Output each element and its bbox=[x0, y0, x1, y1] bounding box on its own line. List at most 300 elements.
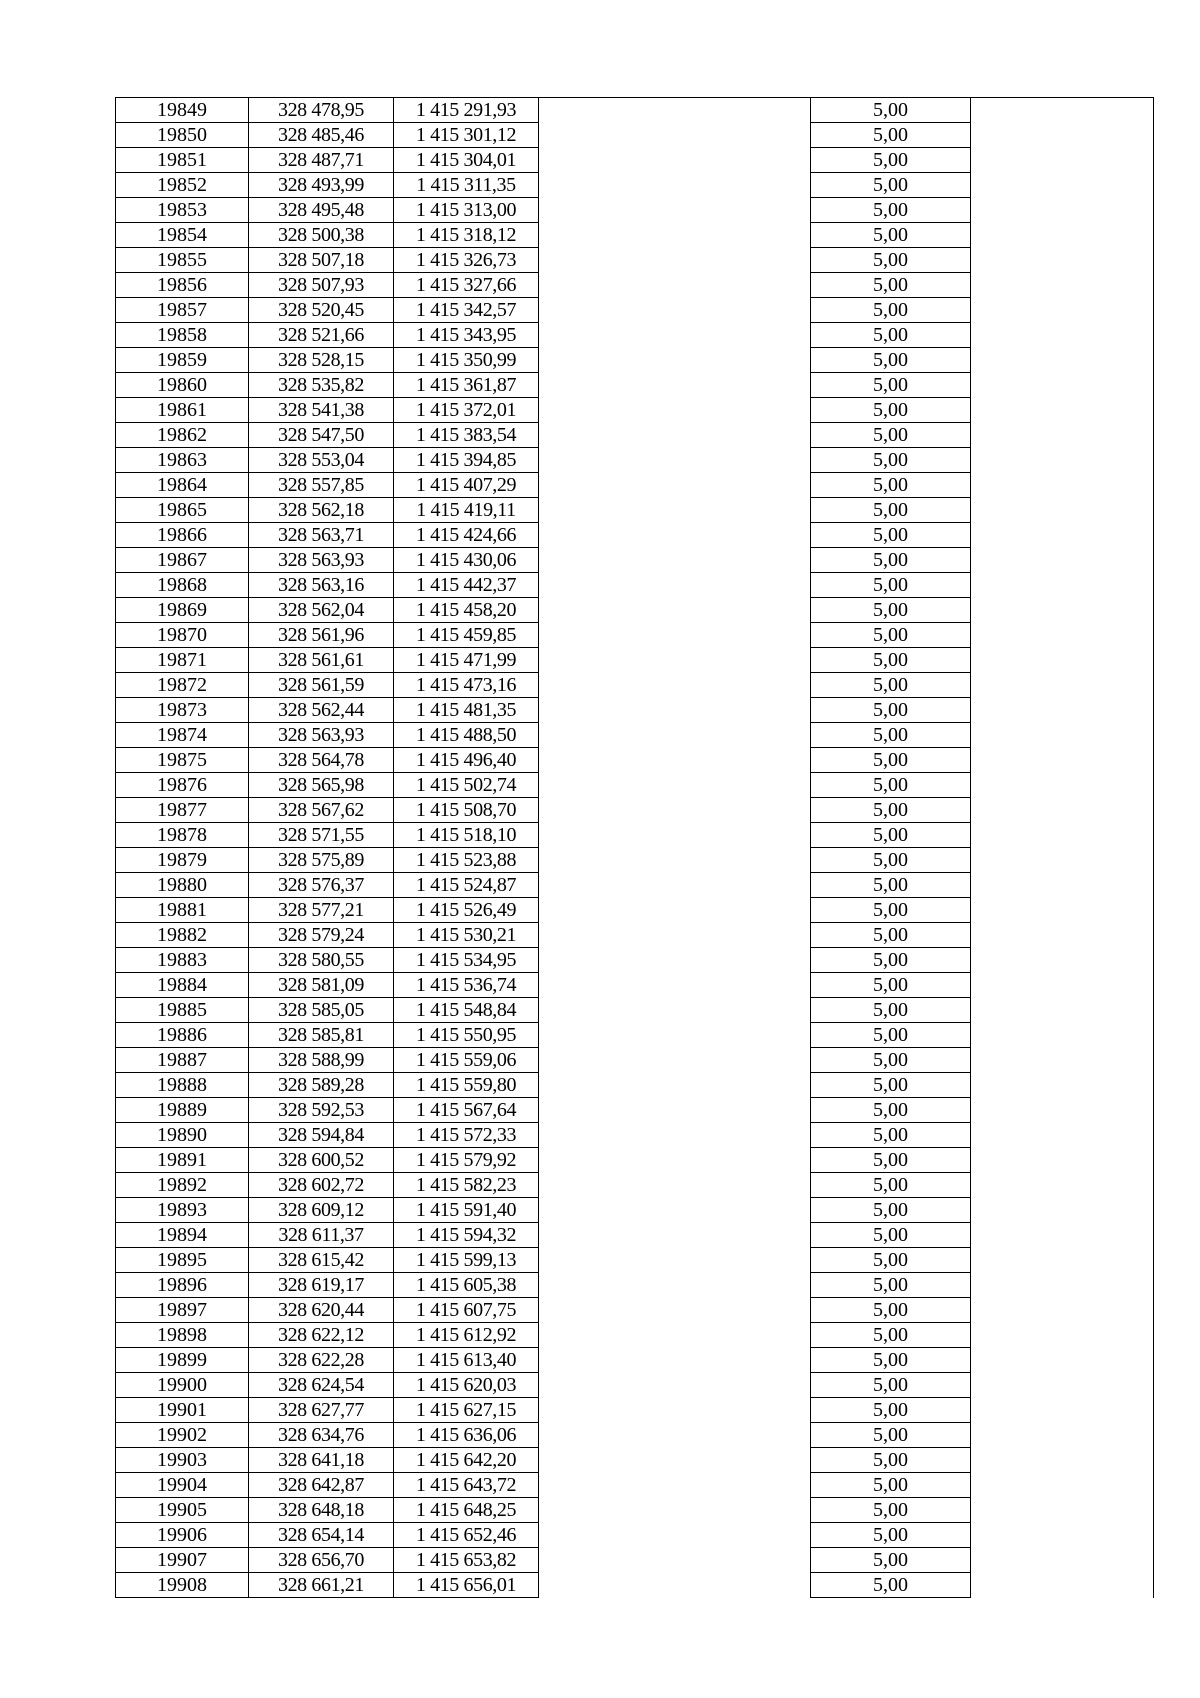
y-coordinate-cell: 1 415 536,74 bbox=[394, 973, 539, 998]
point-number-cell: 19885 bbox=[116, 998, 249, 1023]
table-row bbox=[116, 823, 1154, 848]
empty-cell bbox=[539, 1348, 811, 1373]
empty-cell bbox=[539, 998, 811, 1023]
x-coordinate-cell: 328 562,44 bbox=[249, 698, 394, 723]
point-number-cell: 19875 bbox=[116, 748, 249, 773]
y-coordinate-cell: 1 415 350,99 bbox=[394, 348, 539, 373]
coordinates-table bbox=[115, 97, 1154, 1598]
point-number-cell: 19892 bbox=[116, 1173, 249, 1198]
empty-cell bbox=[539, 1448, 811, 1473]
x-coordinate-cell: 328 581,09 bbox=[249, 973, 394, 998]
empty-cell bbox=[539, 1148, 811, 1173]
value-cell: 5,00 bbox=[811, 1473, 971, 1498]
point-number-cell: 19901 bbox=[116, 1398, 249, 1423]
y-coordinate-cell: 1 415 304,01 bbox=[394, 148, 539, 173]
empty-cell bbox=[971, 673, 1154, 698]
point-number-cell: 19870 bbox=[116, 623, 249, 648]
empty-cell bbox=[971, 98, 1154, 123]
table-row bbox=[116, 798, 1154, 823]
empty-cell bbox=[971, 198, 1154, 223]
table-row bbox=[116, 1248, 1154, 1273]
point-number-cell: 19855 bbox=[116, 248, 249, 273]
x-coordinate-cell: 328 588,99 bbox=[249, 1048, 394, 1073]
table-row bbox=[116, 173, 1154, 198]
y-coordinate-cell: 1 415 424,66 bbox=[394, 523, 539, 548]
value-cell: 5,00 bbox=[811, 248, 971, 273]
point-number-cell: 19853 bbox=[116, 198, 249, 223]
value-cell: 5,00 bbox=[811, 148, 971, 173]
value-cell: 5,00 bbox=[811, 798, 971, 823]
value-cell: 5,00 bbox=[811, 1498, 971, 1523]
point-number-cell: 19886 bbox=[116, 1023, 249, 1048]
value-cell: 5,00 bbox=[811, 998, 971, 1023]
value-cell: 5,00 bbox=[811, 123, 971, 148]
x-coordinate-cell: 328 478,95 bbox=[249, 98, 394, 123]
x-coordinate-cell: 328 600,52 bbox=[249, 1148, 394, 1173]
value-cell: 5,00 bbox=[811, 1123, 971, 1148]
table-row bbox=[116, 1373, 1154, 1398]
table-row bbox=[116, 423, 1154, 448]
empty-cell bbox=[539, 1323, 811, 1348]
empty-cell bbox=[971, 1148, 1154, 1173]
y-coordinate-cell: 1 415 594,32 bbox=[394, 1223, 539, 1248]
y-coordinate-cell: 1 415 656,01 bbox=[394, 1573, 539, 1598]
y-coordinate-cell: 1 415 605,38 bbox=[394, 1273, 539, 1298]
value-cell: 5,00 bbox=[811, 573, 971, 598]
y-coordinate-cell: 1 415 612,92 bbox=[394, 1323, 539, 1348]
point-number-cell: 19899 bbox=[116, 1348, 249, 1373]
point-number-cell: 19894 bbox=[116, 1223, 249, 1248]
table-row bbox=[116, 473, 1154, 498]
y-coordinate-cell: 1 415 567,64 bbox=[394, 1098, 539, 1123]
empty-cell bbox=[971, 1373, 1154, 1398]
table-body bbox=[116, 98, 1154, 1598]
point-number-cell: 19906 bbox=[116, 1523, 249, 1548]
table-row bbox=[116, 1448, 1154, 1473]
x-coordinate-cell: 328 620,44 bbox=[249, 1298, 394, 1323]
empty-cell bbox=[971, 1523, 1154, 1548]
value-cell: 5,00 bbox=[811, 323, 971, 348]
empty-cell bbox=[971, 1248, 1154, 1273]
table-row bbox=[116, 1073, 1154, 1098]
x-coordinate-cell: 328 564,78 bbox=[249, 748, 394, 773]
y-coordinate-cell: 1 415 548,84 bbox=[394, 998, 539, 1023]
empty-cell bbox=[971, 423, 1154, 448]
y-coordinate-cell: 1 415 318,12 bbox=[394, 223, 539, 248]
empty-cell bbox=[971, 773, 1154, 798]
point-number-cell: 19879 bbox=[116, 848, 249, 873]
x-coordinate-cell: 328 579,24 bbox=[249, 923, 394, 948]
value-cell: 5,00 bbox=[811, 1523, 971, 1548]
empty-cell bbox=[971, 898, 1154, 923]
empty-cell bbox=[539, 173, 811, 198]
x-coordinate-cell: 328 565,98 bbox=[249, 773, 394, 798]
value-cell: 5,00 bbox=[811, 623, 971, 648]
empty-cell bbox=[971, 223, 1154, 248]
y-coordinate-cell: 1 415 524,87 bbox=[394, 873, 539, 898]
value-cell: 5,00 bbox=[811, 198, 971, 223]
table-row bbox=[116, 348, 1154, 373]
value-cell: 5,00 bbox=[811, 423, 971, 448]
table-row bbox=[116, 1298, 1154, 1323]
x-coordinate-cell: 328 487,71 bbox=[249, 148, 394, 173]
value-cell: 5,00 bbox=[811, 223, 971, 248]
x-coordinate-cell: 328 615,42 bbox=[249, 1248, 394, 1273]
value-cell: 5,00 bbox=[811, 898, 971, 923]
point-number-cell: 19903 bbox=[116, 1448, 249, 1473]
x-coordinate-cell: 328 561,96 bbox=[249, 623, 394, 648]
table-row bbox=[116, 1148, 1154, 1173]
x-coordinate-cell: 328 563,93 bbox=[249, 723, 394, 748]
table-row bbox=[116, 1548, 1154, 1573]
y-coordinate-cell: 1 415 326,73 bbox=[394, 248, 539, 273]
table-row bbox=[116, 1198, 1154, 1223]
y-coordinate-cell: 1 415 419,11 bbox=[394, 498, 539, 523]
y-coordinate-cell: 1 415 627,15 bbox=[394, 1398, 539, 1423]
y-coordinate-cell: 1 415 652,46 bbox=[394, 1523, 539, 1548]
x-coordinate-cell: 328 648,18 bbox=[249, 1498, 394, 1523]
x-coordinate-cell: 328 541,38 bbox=[249, 398, 394, 423]
x-coordinate-cell: 328 500,38 bbox=[249, 223, 394, 248]
value-cell: 5,00 bbox=[811, 1298, 971, 1323]
table-row bbox=[116, 398, 1154, 423]
value-cell: 5,00 bbox=[811, 1273, 971, 1298]
empty-cell bbox=[971, 498, 1154, 523]
value-cell: 5,00 bbox=[811, 973, 971, 998]
table-row bbox=[116, 1098, 1154, 1123]
x-coordinate-cell: 328 585,05 bbox=[249, 998, 394, 1023]
empty-cell bbox=[539, 523, 811, 548]
empty-cell bbox=[971, 998, 1154, 1023]
point-number-cell: 19878 bbox=[116, 823, 249, 848]
y-coordinate-cell: 1 415 327,66 bbox=[394, 273, 539, 298]
value-cell: 5,00 bbox=[811, 523, 971, 548]
empty-cell bbox=[539, 1573, 811, 1598]
y-coordinate-cell: 1 415 459,85 bbox=[394, 623, 539, 648]
empty-cell bbox=[971, 448, 1154, 473]
value-cell: 5,00 bbox=[811, 1548, 971, 1573]
empty-cell bbox=[971, 473, 1154, 498]
x-coordinate-cell: 328 563,71 bbox=[249, 523, 394, 548]
table-row bbox=[116, 523, 1154, 548]
empty-cell bbox=[971, 273, 1154, 298]
point-number-cell: 19849 bbox=[116, 98, 249, 123]
point-number-cell: 19905 bbox=[116, 1498, 249, 1523]
point-number-cell: 19898 bbox=[116, 1323, 249, 1348]
value-cell: 5,00 bbox=[811, 1373, 971, 1398]
value-cell: 5,00 bbox=[811, 298, 971, 323]
x-coordinate-cell: 328 575,89 bbox=[249, 848, 394, 873]
y-coordinate-cell: 1 415 430,06 bbox=[394, 548, 539, 573]
y-coordinate-cell: 1 415 372,01 bbox=[394, 398, 539, 423]
empty-cell bbox=[971, 948, 1154, 973]
value-cell: 5,00 bbox=[811, 673, 971, 698]
table-row bbox=[116, 723, 1154, 748]
y-coordinate-cell: 1 415 559,06 bbox=[394, 1048, 539, 1073]
value-cell: 5,00 bbox=[811, 448, 971, 473]
table-row bbox=[116, 573, 1154, 598]
table-row bbox=[116, 698, 1154, 723]
empty-cell bbox=[539, 1223, 811, 1248]
value-cell: 5,00 bbox=[811, 773, 971, 798]
x-coordinate-cell: 328 576,37 bbox=[249, 873, 394, 898]
table-row bbox=[116, 848, 1154, 873]
table-row bbox=[116, 1573, 1154, 1598]
table-row bbox=[116, 323, 1154, 348]
y-coordinate-cell: 1 415 636,06 bbox=[394, 1423, 539, 1448]
y-coordinate-cell: 1 415 383,54 bbox=[394, 423, 539, 448]
point-number-cell: 19893 bbox=[116, 1198, 249, 1223]
empty-cell bbox=[971, 1223, 1154, 1248]
table-row bbox=[116, 1398, 1154, 1423]
empty-cell bbox=[539, 248, 811, 273]
value-cell: 5,00 bbox=[811, 473, 971, 498]
point-number-cell: 19865 bbox=[116, 498, 249, 523]
x-coordinate-cell: 328 627,77 bbox=[249, 1398, 394, 1423]
table-row bbox=[116, 198, 1154, 223]
x-coordinate-cell: 328 485,46 bbox=[249, 123, 394, 148]
empty-cell bbox=[539, 198, 811, 223]
point-number-cell: 19868 bbox=[116, 573, 249, 598]
empty-cell bbox=[539, 1048, 811, 1073]
x-coordinate-cell: 328 547,50 bbox=[249, 423, 394, 448]
table-row bbox=[116, 1048, 1154, 1073]
point-number-cell: 19863 bbox=[116, 448, 249, 473]
table-row bbox=[116, 1023, 1154, 1048]
empty-cell bbox=[971, 873, 1154, 898]
table-row bbox=[116, 948, 1154, 973]
empty-cell bbox=[539, 1523, 811, 1548]
empty-cell bbox=[971, 398, 1154, 423]
table-row bbox=[116, 898, 1154, 923]
empty-cell bbox=[971, 1098, 1154, 1123]
empty-cell bbox=[539, 1373, 811, 1398]
value-cell: 5,00 bbox=[811, 748, 971, 773]
table-row bbox=[116, 623, 1154, 648]
value-cell: 5,00 bbox=[811, 848, 971, 873]
y-coordinate-cell: 1 415 313,00 bbox=[394, 198, 539, 223]
x-coordinate-cell: 328 656,70 bbox=[249, 1548, 394, 1573]
point-number-cell: 19859 bbox=[116, 348, 249, 373]
empty-cell bbox=[539, 1198, 811, 1223]
y-coordinate-cell: 1 415 643,72 bbox=[394, 1473, 539, 1498]
table-row bbox=[116, 123, 1154, 148]
empty-cell bbox=[539, 548, 811, 573]
x-coordinate-cell: 328 507,93 bbox=[249, 273, 394, 298]
table-row bbox=[116, 1273, 1154, 1298]
y-coordinate-cell: 1 415 599,13 bbox=[394, 1248, 539, 1273]
point-number-cell: 19866 bbox=[116, 523, 249, 548]
empty-cell bbox=[539, 623, 811, 648]
empty-cell bbox=[971, 623, 1154, 648]
empty-cell bbox=[971, 1548, 1154, 1573]
y-coordinate-cell: 1 415 582,23 bbox=[394, 1173, 539, 1198]
value-cell: 5,00 bbox=[811, 1173, 971, 1198]
table-row bbox=[116, 923, 1154, 948]
point-number-cell: 19871 bbox=[116, 648, 249, 673]
table-row bbox=[116, 1173, 1154, 1198]
empty-cell bbox=[539, 1248, 811, 1273]
point-number-cell: 19896 bbox=[116, 1273, 249, 1298]
value-cell: 5,00 bbox=[811, 548, 971, 573]
x-coordinate-cell: 328 622,28 bbox=[249, 1348, 394, 1373]
empty-cell bbox=[539, 798, 811, 823]
empty-cell bbox=[971, 1423, 1154, 1448]
x-coordinate-cell: 328 624,54 bbox=[249, 1373, 394, 1398]
table-row bbox=[116, 448, 1154, 473]
empty-cell bbox=[539, 1473, 811, 1498]
y-coordinate-cell: 1 415 488,50 bbox=[394, 723, 539, 748]
point-number-cell: 19867 bbox=[116, 548, 249, 573]
point-number-cell: 19907 bbox=[116, 1548, 249, 1573]
value-cell: 5,00 bbox=[811, 1348, 971, 1373]
point-number-cell: 19862 bbox=[116, 423, 249, 448]
table-row bbox=[116, 148, 1154, 173]
value-cell: 5,00 bbox=[811, 648, 971, 673]
y-coordinate-cell: 1 415 291,93 bbox=[394, 98, 539, 123]
empty-cell bbox=[971, 323, 1154, 348]
empty-cell bbox=[971, 698, 1154, 723]
value-cell: 5,00 bbox=[811, 1423, 971, 1448]
value-cell: 5,00 bbox=[811, 498, 971, 523]
table-row bbox=[116, 98, 1154, 123]
y-coordinate-cell: 1 415 648,25 bbox=[394, 1498, 539, 1523]
value-cell: 5,00 bbox=[811, 1073, 971, 1098]
y-coordinate-cell: 1 415 523,88 bbox=[394, 848, 539, 873]
x-coordinate-cell: 328 567,62 bbox=[249, 798, 394, 823]
table-row bbox=[116, 1123, 1154, 1148]
empty-cell bbox=[539, 1123, 811, 1148]
table-row bbox=[116, 1223, 1154, 1248]
y-coordinate-cell: 1 415 442,37 bbox=[394, 573, 539, 598]
empty-cell bbox=[539, 323, 811, 348]
x-coordinate-cell: 328 562,04 bbox=[249, 598, 394, 623]
table-row bbox=[116, 548, 1154, 573]
x-coordinate-cell: 328 557,85 bbox=[249, 473, 394, 498]
value-cell: 5,00 bbox=[811, 398, 971, 423]
empty-cell bbox=[971, 923, 1154, 948]
table-row bbox=[116, 1348, 1154, 1373]
empty-cell bbox=[971, 1498, 1154, 1523]
value-cell: 5,00 bbox=[811, 823, 971, 848]
value-cell: 5,00 bbox=[811, 1248, 971, 1273]
empty-cell bbox=[539, 1073, 811, 1098]
empty-cell bbox=[539, 423, 811, 448]
x-coordinate-cell: 328 585,81 bbox=[249, 1023, 394, 1048]
table-row bbox=[116, 598, 1154, 623]
empty-cell bbox=[971, 548, 1154, 573]
x-coordinate-cell: 328 609,12 bbox=[249, 1198, 394, 1223]
y-coordinate-cell: 1 415 342,57 bbox=[394, 298, 539, 323]
point-number-cell: 19908 bbox=[116, 1573, 249, 1598]
x-coordinate-cell: 328 611,37 bbox=[249, 1223, 394, 1248]
empty-cell bbox=[971, 248, 1154, 273]
value-cell: 5,00 bbox=[811, 1098, 971, 1123]
empty-cell bbox=[971, 1298, 1154, 1323]
empty-cell bbox=[971, 1198, 1154, 1223]
x-coordinate-cell: 328 507,18 bbox=[249, 248, 394, 273]
y-coordinate-cell: 1 415 407,29 bbox=[394, 473, 539, 498]
point-number-cell: 19851 bbox=[116, 148, 249, 173]
point-number-cell: 19877 bbox=[116, 798, 249, 823]
empty-cell bbox=[971, 973, 1154, 998]
point-number-cell: 19882 bbox=[116, 923, 249, 948]
table-row bbox=[116, 298, 1154, 323]
empty-cell bbox=[971, 148, 1154, 173]
empty-cell bbox=[971, 373, 1154, 398]
y-coordinate-cell: 1 415 502,74 bbox=[394, 773, 539, 798]
point-number-cell: 19858 bbox=[116, 323, 249, 348]
y-coordinate-cell: 1 415 607,75 bbox=[394, 1298, 539, 1323]
empty-cell bbox=[971, 573, 1154, 598]
point-number-cell: 19880 bbox=[116, 873, 249, 898]
empty-cell bbox=[971, 823, 1154, 848]
y-coordinate-cell: 1 415 620,03 bbox=[394, 1373, 539, 1398]
y-coordinate-cell: 1 415 579,92 bbox=[394, 1148, 539, 1173]
empty-cell bbox=[539, 598, 811, 623]
value-cell: 5,00 bbox=[811, 723, 971, 748]
x-coordinate-cell: 328 661,21 bbox=[249, 1573, 394, 1598]
table-row bbox=[116, 1323, 1154, 1348]
y-coordinate-cell: 1 415 526,49 bbox=[394, 898, 539, 923]
y-coordinate-cell: 1 415 518,10 bbox=[394, 823, 539, 848]
y-coordinate-cell: 1 415 481,35 bbox=[394, 698, 539, 723]
empty-cell bbox=[971, 1123, 1154, 1148]
point-number-cell: 19856 bbox=[116, 273, 249, 298]
y-coordinate-cell: 1 415 361,87 bbox=[394, 373, 539, 398]
empty-cell bbox=[539, 823, 811, 848]
x-coordinate-cell: 328 553,04 bbox=[249, 448, 394, 473]
x-coordinate-cell: 328 561,59 bbox=[249, 673, 394, 698]
point-number-cell: 19884 bbox=[116, 973, 249, 998]
empty-cell bbox=[539, 1023, 811, 1048]
point-number-cell: 19854 bbox=[116, 223, 249, 248]
x-coordinate-cell: 328 563,16 bbox=[249, 573, 394, 598]
empty-cell bbox=[971, 648, 1154, 673]
value-cell: 5,00 bbox=[811, 1323, 971, 1348]
point-number-cell: 19889 bbox=[116, 1098, 249, 1123]
point-number-cell: 19902 bbox=[116, 1423, 249, 1448]
x-coordinate-cell: 328 495,48 bbox=[249, 198, 394, 223]
empty-cell bbox=[539, 1173, 811, 1198]
y-coordinate-cell: 1 415 496,40 bbox=[394, 748, 539, 773]
table-row bbox=[116, 373, 1154, 398]
empty-cell bbox=[539, 1498, 811, 1523]
table-row bbox=[116, 1523, 1154, 1548]
y-coordinate-cell: 1 415 642,20 bbox=[394, 1448, 539, 1473]
empty-cell bbox=[971, 1398, 1154, 1423]
table-row bbox=[116, 1498, 1154, 1523]
empty-cell bbox=[971, 123, 1154, 148]
table-row bbox=[116, 748, 1154, 773]
y-coordinate-cell: 1 415 613,40 bbox=[394, 1348, 539, 1373]
point-number-cell: 19887 bbox=[116, 1048, 249, 1073]
empty-cell bbox=[971, 848, 1154, 873]
x-coordinate-cell: 328 642,87 bbox=[249, 1473, 394, 1498]
empty-cell bbox=[971, 1073, 1154, 1098]
empty-cell bbox=[539, 348, 811, 373]
point-number-cell: 19874 bbox=[116, 723, 249, 748]
empty-cell bbox=[971, 1573, 1154, 1598]
empty-cell bbox=[539, 1423, 811, 1448]
x-coordinate-cell: 328 619,17 bbox=[249, 1273, 394, 1298]
x-coordinate-cell: 328 592,53 bbox=[249, 1098, 394, 1123]
value-cell: 5,00 bbox=[811, 923, 971, 948]
table-row bbox=[116, 773, 1154, 798]
x-coordinate-cell: 328 580,55 bbox=[249, 948, 394, 973]
empty-cell bbox=[971, 1048, 1154, 1073]
point-number-cell: 19883 bbox=[116, 948, 249, 973]
